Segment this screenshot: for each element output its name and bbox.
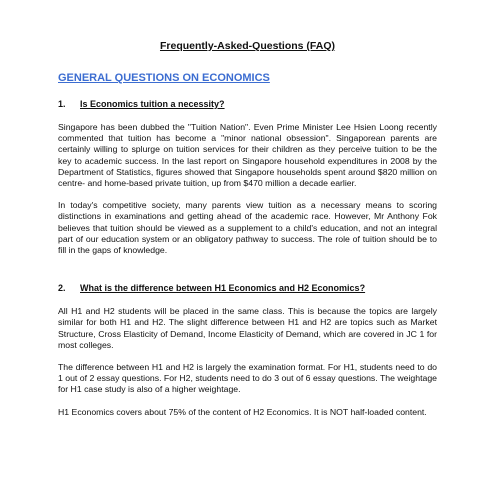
faq-item-1	[58, 99, 437, 256]
question-text: Is Economics tuition a necessity?	[80, 99, 225, 109]
faq-item-2	[58, 283, 437, 418]
answer-paragraph: The difference between H1 and H2 is largely the examination format. For H1, students need to do 1 out of 2 essay questions. For H2, students need to do 3 out of 6 essay questions. The weightage for H1 case study is also of a higher weightage.	[58, 362, 437, 395]
question-heading	[58, 283, 437, 293]
question-number: 2.	[58, 283, 66, 294]
question-text: What is the difference between H1 Economics and H2 Economics?	[80, 283, 366, 294]
answer-paragraph: Singapore has been dubbed the "Tuition Nation". Even Prime Minister Lee Hsien Loong recently commented that tuition has become a "minor national obsession". Singaporean parents are certainly willing to splurge on tuition services for their children as they perceive tuition to be the key to academic success. In the last report on Singapore household expenditures in 2008 by the Department of Statistics, figures showed that Singapore households spent around $820 million on centre- and home-based private tuition, up from $470 million a decade earlier.	[58, 122, 437, 189]
document-title: Frequently-Asked-Questions (FAQ)	[159, 40, 336, 52]
question-heading	[58, 99, 437, 109]
answer-paragraph: H1 Economics covers about 75% of the content of H2 Economics. It is NOT half-loaded content.	[58, 406, 427, 417]
section-spacer	[58, 267, 437, 283]
question-number: 1.	[58, 99, 66, 109]
answer-paragraph: In today's competitive society, many parents view tuition as a necessary means to scoring distinctions in examinations and getting ahead of the academic race. However, Mr Anthony Fok believes that tuition should be viewed as a supplement to a child's education, and not an integral part of our education system or an obligatory pathway to success. The role of tuition should be to fill in the gaps of knowledge.	[58, 200, 437, 256]
answer-paragraph: All H1 and H2 students will be placed in the same class. This is because the topics are largely similar for both H1 and H2. The slight difference between H1 and H2 are topics such as Market Structure, Cross Elasticity of Demand, Income Elasticity of Demand, which are covered in JC 1 for most colleges.	[58, 306, 437, 350]
section-heading: GENERAL QUESTIONS ON ECONOMICS	[58, 72, 270, 84]
